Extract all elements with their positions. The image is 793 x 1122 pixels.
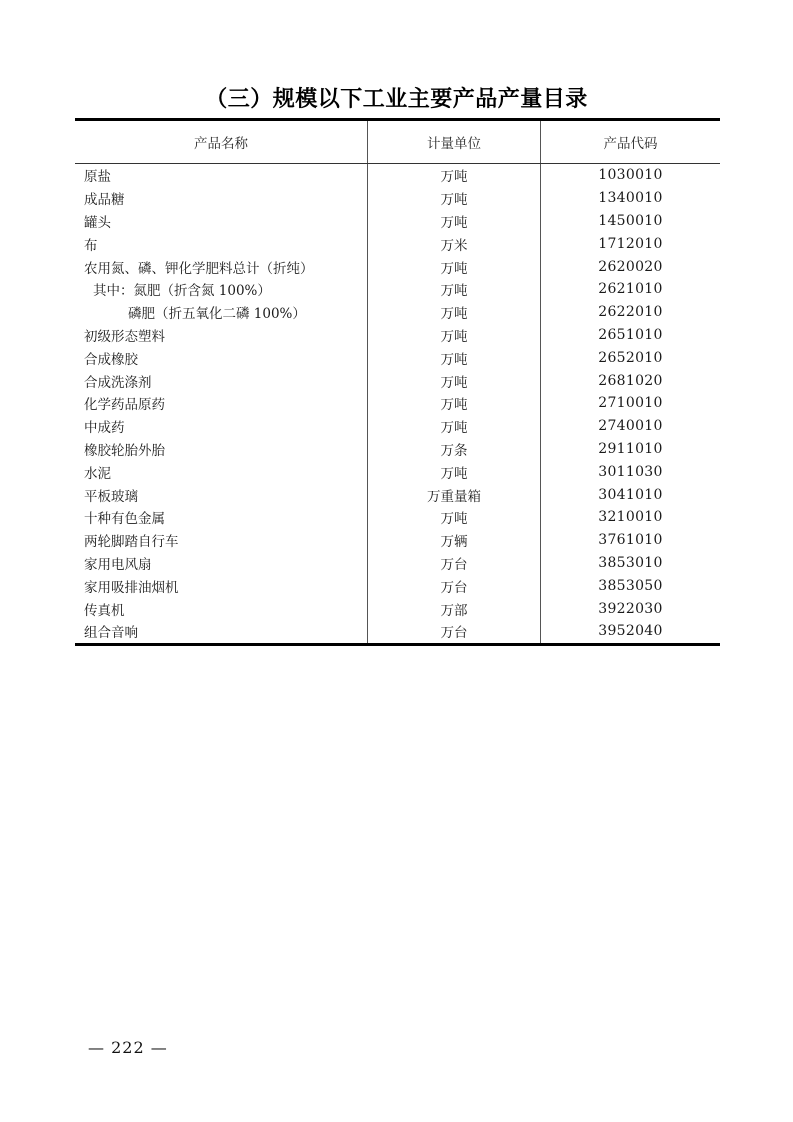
code-cell: 3041010	[598, 486, 663, 503]
product-name-cell: 其中：氮肥（折含氮 100%）	[75, 278, 368, 301]
product-name-cell: 合成洗涤剂	[75, 369, 368, 392]
unit-cell: 万吨	[368, 210, 541, 233]
code-cell: 3952040	[598, 623, 663, 640]
product-name-cell: 布	[75, 232, 368, 255]
table-row	[75, 164, 720, 187]
column-header-unit: 计量单位	[368, 121, 541, 163]
product-name-cell: 平板玻璃	[75, 483, 368, 506]
code-cell: 3210010	[598, 509, 663, 526]
unit-cell: 万台	[368, 552, 541, 575]
table-row	[75, 255, 720, 278]
code-cell: 3853010	[598, 554, 663, 571]
table-row	[75, 483, 720, 506]
table-header-row	[75, 121, 720, 164]
product-name-cell: 组合音响	[75, 620, 368, 643]
code-cell: 2710010	[598, 395, 663, 412]
unit-cell: 万吨	[368, 392, 541, 415]
page-number: — 222 —	[88, 1038, 168, 1057]
table-row	[75, 301, 720, 324]
table-body	[75, 164, 720, 643]
code-cell: 2652010	[598, 349, 663, 366]
unit-cell: 万吨	[368, 346, 541, 369]
page-title: （三）规模以下工业主要产品产量目录	[205, 86, 588, 112]
code-cell: 1340010	[598, 190, 663, 207]
code-cell: 1030010	[598, 167, 663, 184]
table-row	[75, 438, 720, 461]
unit-cell: 万吨	[368, 278, 541, 301]
products-table	[75, 118, 720, 646]
column-header-product-code: 产品代码	[603, 136, 658, 152]
unit-cell: 万吨	[368, 255, 541, 278]
product-name-cell: 水泥	[75, 460, 368, 483]
table-row	[75, 210, 720, 233]
column-header-product-name: 产品名称	[75, 121, 368, 163]
table-row	[75, 278, 720, 301]
unit-cell: 万吨	[368, 301, 541, 324]
code-cell: 2740010	[598, 418, 663, 435]
table-row	[75, 369, 720, 392]
code-cell: 3922030	[598, 600, 663, 617]
product-name-cell: 合成橡胶	[75, 346, 368, 369]
unit-cell: 万重量箱	[368, 483, 541, 506]
product-name-cell: 农用氮、磷、钾化学肥料总计（折纯）	[75, 255, 368, 278]
product-name-cell: 化学药品原药	[75, 392, 368, 415]
table-row	[75, 506, 720, 529]
table-row	[75, 552, 720, 575]
code-cell: 3853050	[598, 577, 663, 594]
unit-cell: 万条	[368, 438, 541, 461]
code-cell: 2621010	[598, 281, 663, 298]
code-cell: 2911010	[598, 440, 663, 457]
code-cell: 2651010	[598, 326, 663, 343]
unit-cell: 万吨	[368, 187, 541, 210]
unit-cell: 万吨	[368, 369, 541, 392]
unit-cell: 万米	[368, 232, 541, 255]
product-name-cell: 成品糖	[75, 187, 368, 210]
product-name-cell: 家用吸排油烟机	[75, 574, 368, 597]
unit-cell: 万台	[368, 574, 541, 597]
table-row	[75, 324, 720, 347]
product-name-cell: 橡胶轮胎外胎	[75, 438, 368, 461]
unit-cell: 万吨	[368, 460, 541, 483]
product-name-cell: 家用电风扇	[75, 552, 368, 575]
table-row	[75, 232, 720, 255]
product-name-cell: 磷肥（折五氧化二磷 100%）	[75, 301, 368, 324]
product-name-cell: 中成药	[75, 415, 368, 438]
table-row	[75, 597, 720, 620]
unit-cell: 万吨	[368, 164, 541, 187]
unit-cell: 万台	[368, 620, 541, 643]
code-cell: 2620020	[598, 258, 663, 275]
table-row	[75, 620, 720, 643]
unit-cell: 万部	[368, 597, 541, 620]
code-cell: 2681020	[598, 372, 663, 389]
unit-cell: 万辆	[368, 529, 541, 552]
product-name-cell: 传真机	[75, 597, 368, 620]
table-row	[75, 392, 720, 415]
table-row	[75, 187, 720, 210]
code-cell: 1712010	[598, 235, 663, 252]
product-name-cell: 罐头	[75, 210, 368, 233]
table-row	[75, 574, 720, 597]
unit-cell: 万吨	[368, 324, 541, 347]
unit-cell: 万吨	[368, 415, 541, 438]
product-name-cell: 十种有色金属	[75, 506, 368, 529]
unit-cell: 万吨	[368, 506, 541, 529]
product-name-cell: 初级形态塑料	[75, 324, 368, 347]
table-row	[75, 529, 720, 552]
code-cell: 3011030	[598, 463, 663, 480]
table-row	[75, 415, 720, 438]
product-name-cell: 两轮脚踏自行车	[75, 529, 368, 552]
code-cell: 1450010	[598, 212, 663, 229]
code-cell: 3761010	[598, 532, 663, 549]
table-row	[75, 346, 720, 369]
table-row	[75, 460, 720, 483]
code-cell: 2622010	[598, 304, 663, 321]
product-name-cell: 原盐	[75, 164, 368, 187]
